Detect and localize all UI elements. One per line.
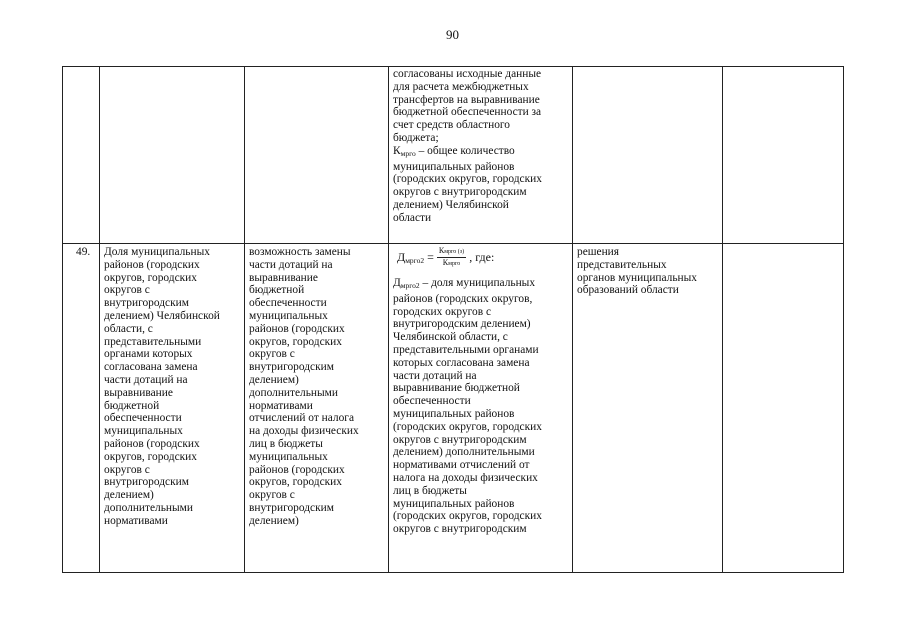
- column-divider: [244, 66, 245, 573]
- numerator-subscript: мрго (з): [444, 249, 465, 255]
- prev-row-indicator-lines: согласованы исходные данные для расчета межбюджетных трансфертов на выравнивание бюджетной обеспеченности за счет средств областного бюджета;: [393, 68, 542, 144]
- d-definition-text: – доля муниципальных районов (городских округов, городских округов с внутригородским делением) Челябинской области, с представительными органами которых согласована замена части дотаций на выравнивание бюджетной обеспеченности муниципальных районов (городских округов, городских округов с внутригородским делением) дополнительными нормативами отчислений от налога на доходы физических лиц в бюджеты муниципальных районов (городских округов, городских округов с внутригородским: [393, 277, 542, 536]
- column-divider: [99, 66, 100, 573]
- indicator-table: [62, 66, 844, 573]
- k-definition: [393, 145, 542, 224]
- formula-fraction: [437, 246, 466, 269]
- d-subscript: мрго2: [400, 281, 420, 290]
- k-symbol: К: [393, 144, 401, 157]
- table-border-right: [843, 66, 844, 573]
- data-source: решения представительных органов муниципальных образований области: [577, 246, 697, 297]
- prev-row-indicator-text: [393, 68, 571, 225]
- formula-lhs: [397, 250, 424, 265]
- indicator-description: возможность замены части дотаций на выравнивание бюджетной обеспеченности муниципальных районов (городских округов, городских округов с внутригородским делением) дополнительными нормативами отчислений от налога на доходы физических лиц в бюджеты муниципальных районов (городских округов, городских округов с внутригородским делением): [249, 246, 359, 527]
- indicator-name: Доля муниципальных районов (городских округов, городских округов с внутригородским делением) Челябинской области, с представительными органами которых согласована замена части дотаций на выравнивание бюджетной обеспеченности муниципальных районов (городских округов, городских округов с внутригородским делением) дополнительными нормативами: [104, 246, 220, 527]
- row-number: 49.: [76, 246, 91, 258]
- table-border-top: [62, 66, 844, 67]
- k-subscript: мрго: [400, 148, 416, 158]
- formula-numerator: [437, 246, 466, 258]
- column-divider: [722, 66, 723, 573]
- denominator-subscript: мрго: [448, 261, 461, 267]
- page-number: 90: [446, 27, 459, 42]
- denominator-symbol: К: [442, 258, 449, 267]
- formula-denominator: [441, 258, 462, 269]
- column-divider: [388, 66, 389, 573]
- column-divider: [572, 66, 573, 573]
- d-symbol: Д: [393, 277, 401, 289]
- formula-lhs-subscript: мрго2: [405, 256, 425, 265]
- formula-where: , где:: [469, 250, 495, 264]
- k-definition-text: – общее количество муниципальных районов (городских округов, городских округов с внутригородским делением) Челябинской области: [393, 144, 542, 224]
- table-border-left: [62, 66, 63, 573]
- formula-equals: =: [427, 250, 434, 264]
- row-divider: [62, 243, 844, 244]
- numerator-symbol: К: [438, 246, 445, 255]
- formula-lhs-symbol: Д: [397, 250, 406, 264]
- table-border-bottom: [62, 572, 844, 573]
- formula: [397, 246, 494, 269]
- d-definition: [393, 277, 571, 571]
